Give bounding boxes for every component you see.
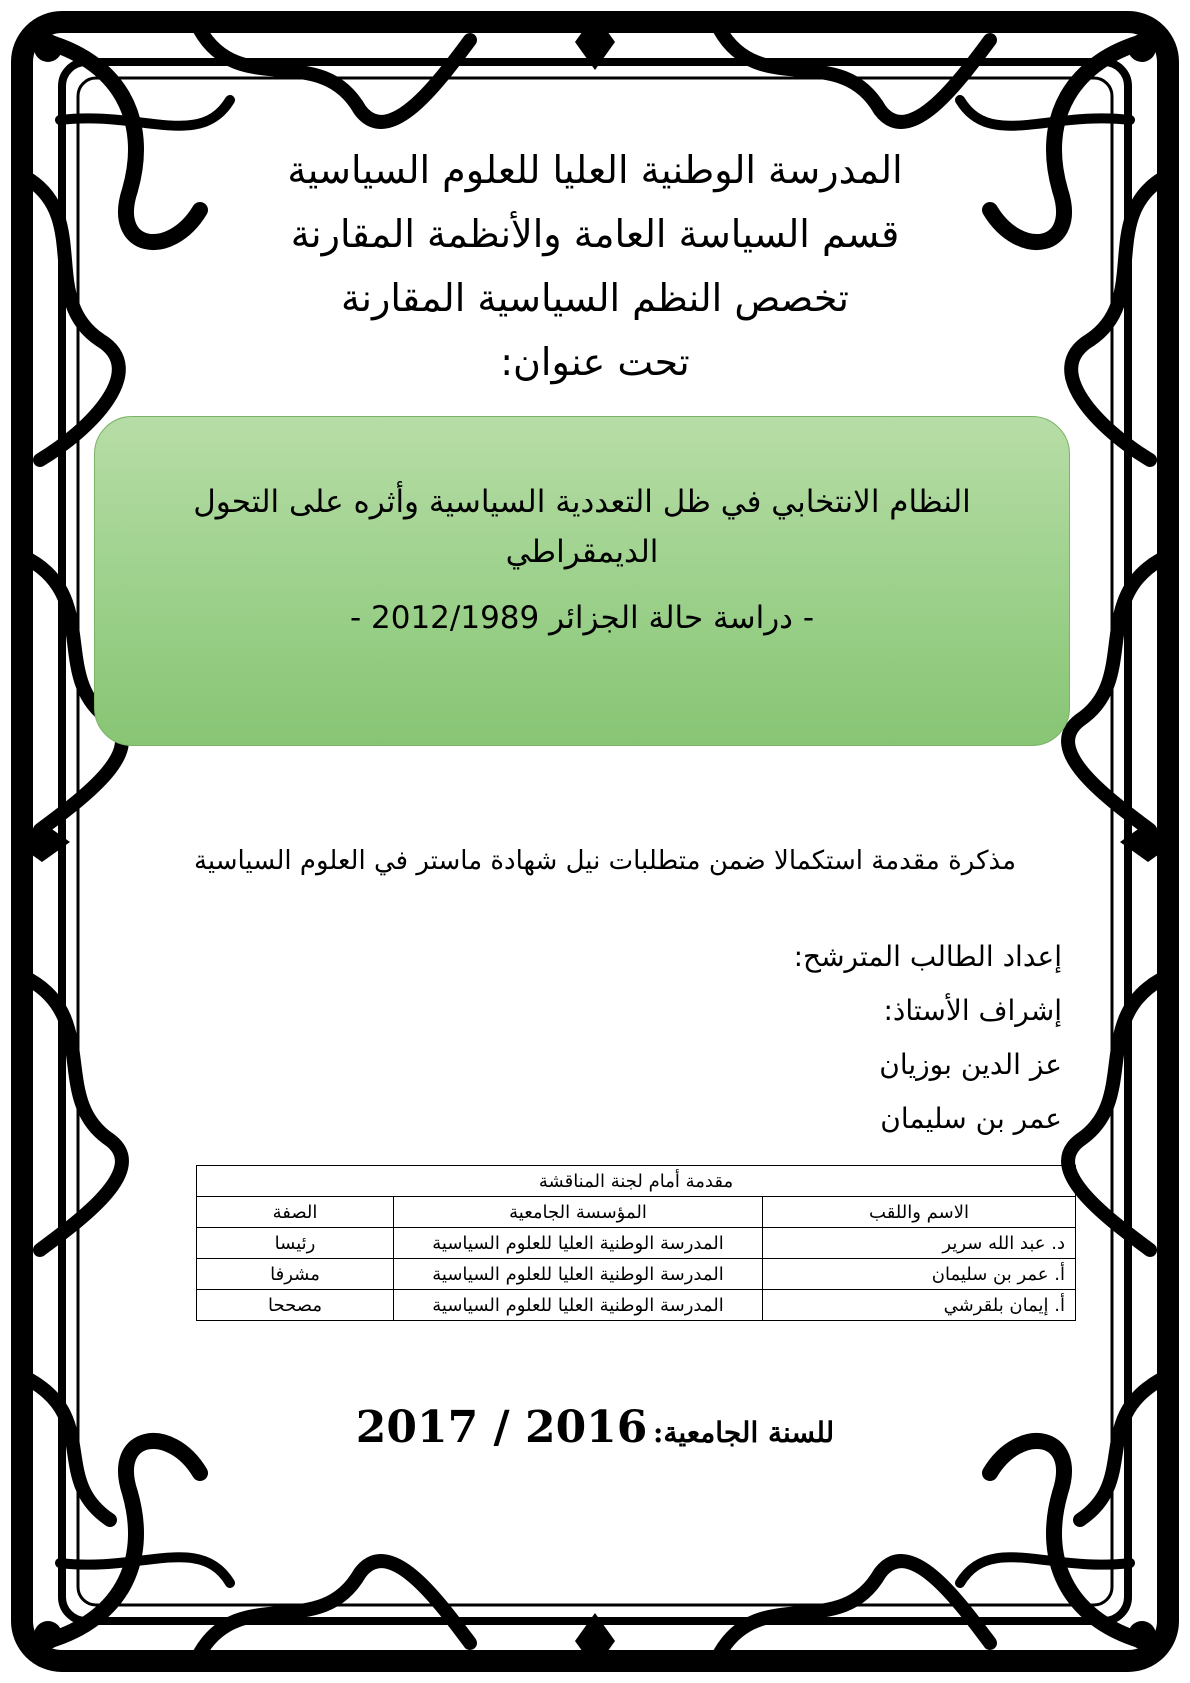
department-name: قسم السياسة العامة والأنظمة المقارنة [290,212,900,256]
academic-year-label: للسنة الجامعية: [653,1416,835,1449]
prepared-by-label: إعداد الطالب المترشح: [793,940,1062,973]
committee-caption: مقدمة أمام لجنة المناقشة [197,1166,1076,1197]
member-name: د. عبد الله سرير [763,1228,1076,1259]
committee-table [196,1165,1076,1321]
supervisor-name: عمر بن سليمان [880,1102,1062,1135]
memo-statement: مذكرة مقدمة استكمالا ضمن متطلبات نيل شهادة ماستر في العلوم السياسية [193,846,1017,876]
header-name: الاسم واللقب [763,1197,1076,1228]
member-institution: المدرسة الوطنية العليا للعلوم السياسية [394,1228,763,1259]
member-role: رئيسا [197,1228,394,1259]
committee-header-row [197,1197,1076,1228]
member-institution: المدرسة الوطنية العليا للعلوم السياسية [394,1290,763,1321]
student-name: عز الدين بوزيان [879,1048,1062,1081]
member-name: أ. إيمان بلقرشي [763,1290,1076,1321]
academic-year [200,1402,990,1453]
table-row [197,1259,1076,1290]
thesis-title-box [94,416,1070,746]
member-name: أ. عمر بن سليمان [763,1259,1076,1290]
thesis-title: النظام الانتخابي في ظل التعددية السياسية وأثره على التحول الديمقراطي [193,484,971,570]
table-row [197,1228,1076,1259]
header-institution: المؤسسة الجامعية [394,1197,763,1228]
thesis-subtitle: - دراسة حالة الجزائر 2012/1989 - [349,600,815,636]
specialty-name: تخصص النظم السياسية المقارنة [341,276,849,320]
school-name: المدرسة الوطنية العليا للعلوم السياسية [287,148,903,192]
supervised-by-label: إشراف الأستاذ: [883,994,1062,1027]
table-row [197,1290,1076,1321]
header-block [200,138,990,394]
names-block [794,930,1062,1146]
academic-year-value: 2017 / 2016 [355,1402,648,1453]
member-institution: المدرسة الوطنية العليا للعلوم السياسية [394,1259,763,1290]
header-role: الصفة [197,1197,394,1228]
committee-caption-row [197,1166,1076,1197]
under-title-label: تحت عنوان: [500,340,690,384]
member-role: مصححا [197,1290,394,1321]
member-role: مشرفا [197,1259,394,1290]
